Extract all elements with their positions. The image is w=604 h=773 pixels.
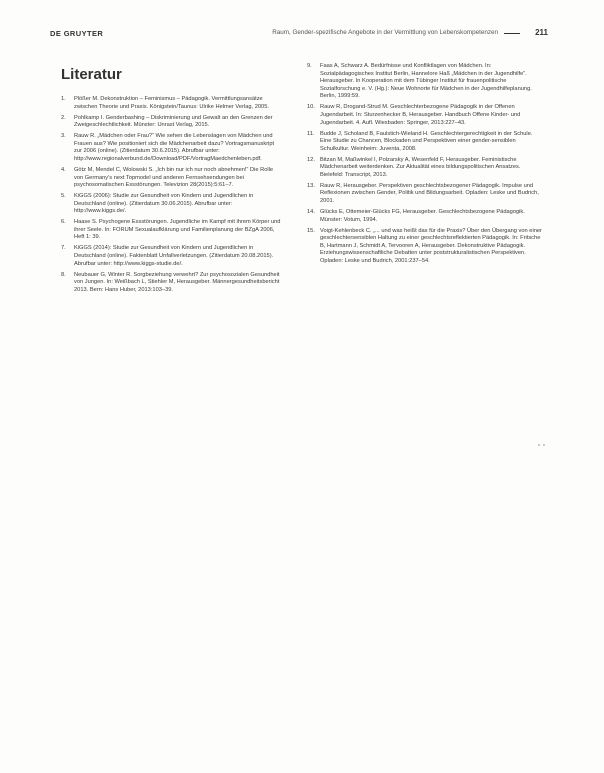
running-header <box>50 29 548 43</box>
reference-text: Budde J, Scholand B, Faulstich-Wieland H. Geschlechtergerechtigkeit in der Schule. Eine Studie zu Chancen, Blockaden und Perspektiven einer gender-sensiblen Schulkultur. Weinheim: Juventa, 2008. <box>320 130 533 152</box>
speck <box>538 444 540 446</box>
reference-number: 6. <box>61 219 66 226</box>
reference-item <box>61 167 283 190</box>
reference-item <box>307 131 545 154</box>
reference-item <box>307 63 545 101</box>
reference-text: Rauw R. „Mädchen oder Frau?“ Wie sehen die Lebenslagen von Mädchen und Frauen aus? Wie positioniert sich die Mädchenarbeit dazu? Vortragsmanuskript zur 2006 (online). (Zitierdatum 30.6.2015). Abrufbar unter: http://www.regionalverbund.de/Download/PDF/VortragMaedchenleben.pdf. <box>74 133 275 162</box>
reference-text: Rauw R, Herausgeber. Perspektiven geschlechtsbezogener Pädagogik. Impulse und Reflexionen zwischen Gender, Politik und Bildungsarbeit. Opladen: Leske und Budrich, 2001. <box>320 182 539 205</box>
reference-text: Bitzan M, Maßwinkel I, Polzarsky A, Wesenfeld F, Herausgeber. Feministische Mädchenarbeit weiterdenken. Zur Aktualität eines bildungspolitischen Ansatzes. Bielefeld: Transcript, 2013. <box>320 156 521 178</box>
reference-item <box>61 115 283 130</box>
reference-text: Haase S. Psychogene Essstörungen. Jugendliche im Kampf mit ihrem Körper und ihrer Seele. In: FORUM Sexualaufklärung und Familienplanung der BZgA 2006, Heft 1: 39. <box>74 219 281 241</box>
reference-item <box>61 272 283 295</box>
reference-item <box>307 183 545 206</box>
reference-number: 14. <box>307 209 315 216</box>
reference-number: 1. <box>61 96 66 102</box>
scan-specks <box>538 433 548 451</box>
reference-text: Götz M, Mendel C, Wolowski S. „Ich bin nur ich nur noch abnehmen!“ Die Rolle von Germany’s next Topmodel und anderen Fernsehsendungen bei psychosomatischen Essstörungen. Televizion 28(2015):5:61–7. <box>74 166 274 189</box>
reference-text: Glücks E, Ottemeier-Glücks FG, Herausgeber. Geschlechtsbezogene Pädagogik. Münster: Votum, 1994. <box>320 209 525 223</box>
reference-number: 13. <box>307 182 315 189</box>
reference-text: KiGGS (2014): Studie zur Gesundheit von Kindern und Jugendlichen in Deutschland (online). Faktenblatt Unfallverletzungen. (Zitierdatum 20.08.2015). Abrufbar unter: http://www.kiggs-studie.de/. <box>74 245 274 267</box>
reference-text: Pohlkamp I. Genderbashing – Diskriminierung und Gewalt an den Grenzen der Zweigeschlechtlichkeit. Münster: Unrast Verlag, 2015. <box>74 114 273 129</box>
reference-text: Rauw R, Drogand-Strud M. Geschlechterbezogene Pädagogik in der Offenen Jugendarbeit. In: Sturzenhecker B, Herausgeber. Handbuch Offene Kinder- und Jugendarbeit. 4. Aufl. Wiesbaden: Springer, 2013:227–43. <box>320 104 521 126</box>
publisher-name: DE GRUYTER <box>50 29 104 38</box>
reference-list-right <box>307 63 545 269</box>
reference-item <box>61 96 283 111</box>
reference-number: 3. <box>61 133 66 140</box>
reference-item <box>307 228 545 266</box>
reference-number: 11. <box>307 130 315 137</box>
reference-item <box>61 193 283 216</box>
reference-number: 7. <box>61 245 66 252</box>
reference-item <box>307 209 545 224</box>
reference-item <box>307 157 545 180</box>
reference-number: 2. <box>61 114 66 121</box>
reference-text: Faas A, Schwarz A. Bedürfnisse und Konfliktlagen von Mädchen. In: Sozialpädagogisches Institut Berlin, Hannelore Haß „Mädchen in der Jugendhilfe“. Herausgeber. In Kooperation mit dem Tübinger Institut für frauenpolitische Sozialforschung e. V. (Hg.): Neue Wohnorte für Mädchen in der Jugendhilfeplanung. Berlin, 1999:59. <box>320 63 532 100</box>
reference-item <box>61 133 283 163</box>
reference-number: 12. <box>307 156 315 163</box>
reference-number: 5. <box>61 193 66 200</box>
reference-number: 4. <box>61 166 66 173</box>
reference-text: KiGGS (2006): Studie zur Gesundheit von Kindern und Jugendlichen in Deutschland (online). (Zitierdatum 30.06.2015). Abrufbar unter: http://www.kiggs.de/. <box>74 193 254 215</box>
page-number: 211 <box>535 28 548 37</box>
reference-text: Neubauer G, Winter R. Sorgbeziehung verwehrt? Zur psychosozialen Gesundheit von Jungen. In: Weißbach L, Stiehler M, Herausgeber. Männergesundheitsbericht 2013. Bern: Hans Huber, 2013:103–39. <box>74 271 280 293</box>
reference-text: Plößer M. Dekonstruktion – Feminismus – Pädagogik. Vermittlungsansätze zwischen Theorie und Praxis. Königstein/Taunus: Ulrike Helmer Verlag, 2005. <box>74 96 269 110</box>
header-rule <box>504 33 520 34</box>
reference-number: 10. <box>307 104 315 111</box>
reference-number: 15. <box>307 227 315 234</box>
reference-number: 9. <box>307 63 312 69</box>
reference-list-left <box>61 96 283 298</box>
running-title: Raum, Gender-spezifische Angebote in der Vermittlung von Lebenskompetenzen <box>272 29 498 36</box>
reference-number: 8. <box>61 271 66 278</box>
reference-item <box>61 219 283 242</box>
section-title: Literatur <box>61 66 122 83</box>
reference-item <box>307 104 545 127</box>
speck <box>543 444 545 446</box>
reference-item <box>61 245 283 268</box>
reference-text: Voigt-Kehlenbeck C. „... und was heißt das für die Praxis? Über den Übergang von einer geschlechtersensiblen Haltung zu einer geschlechtsreflektierten Pädagogik. In: Fritsche B, Hartmann J, Schmidt A, Tervooren A, Herausgeber. Dekonstruktive Pädagogik. Erziehungswissenschaftliche Debatten unter poststrukturalistischen Perspektiven. Opladen: Leske und Budrich, 2001:237–54. <box>320 227 542 264</box>
